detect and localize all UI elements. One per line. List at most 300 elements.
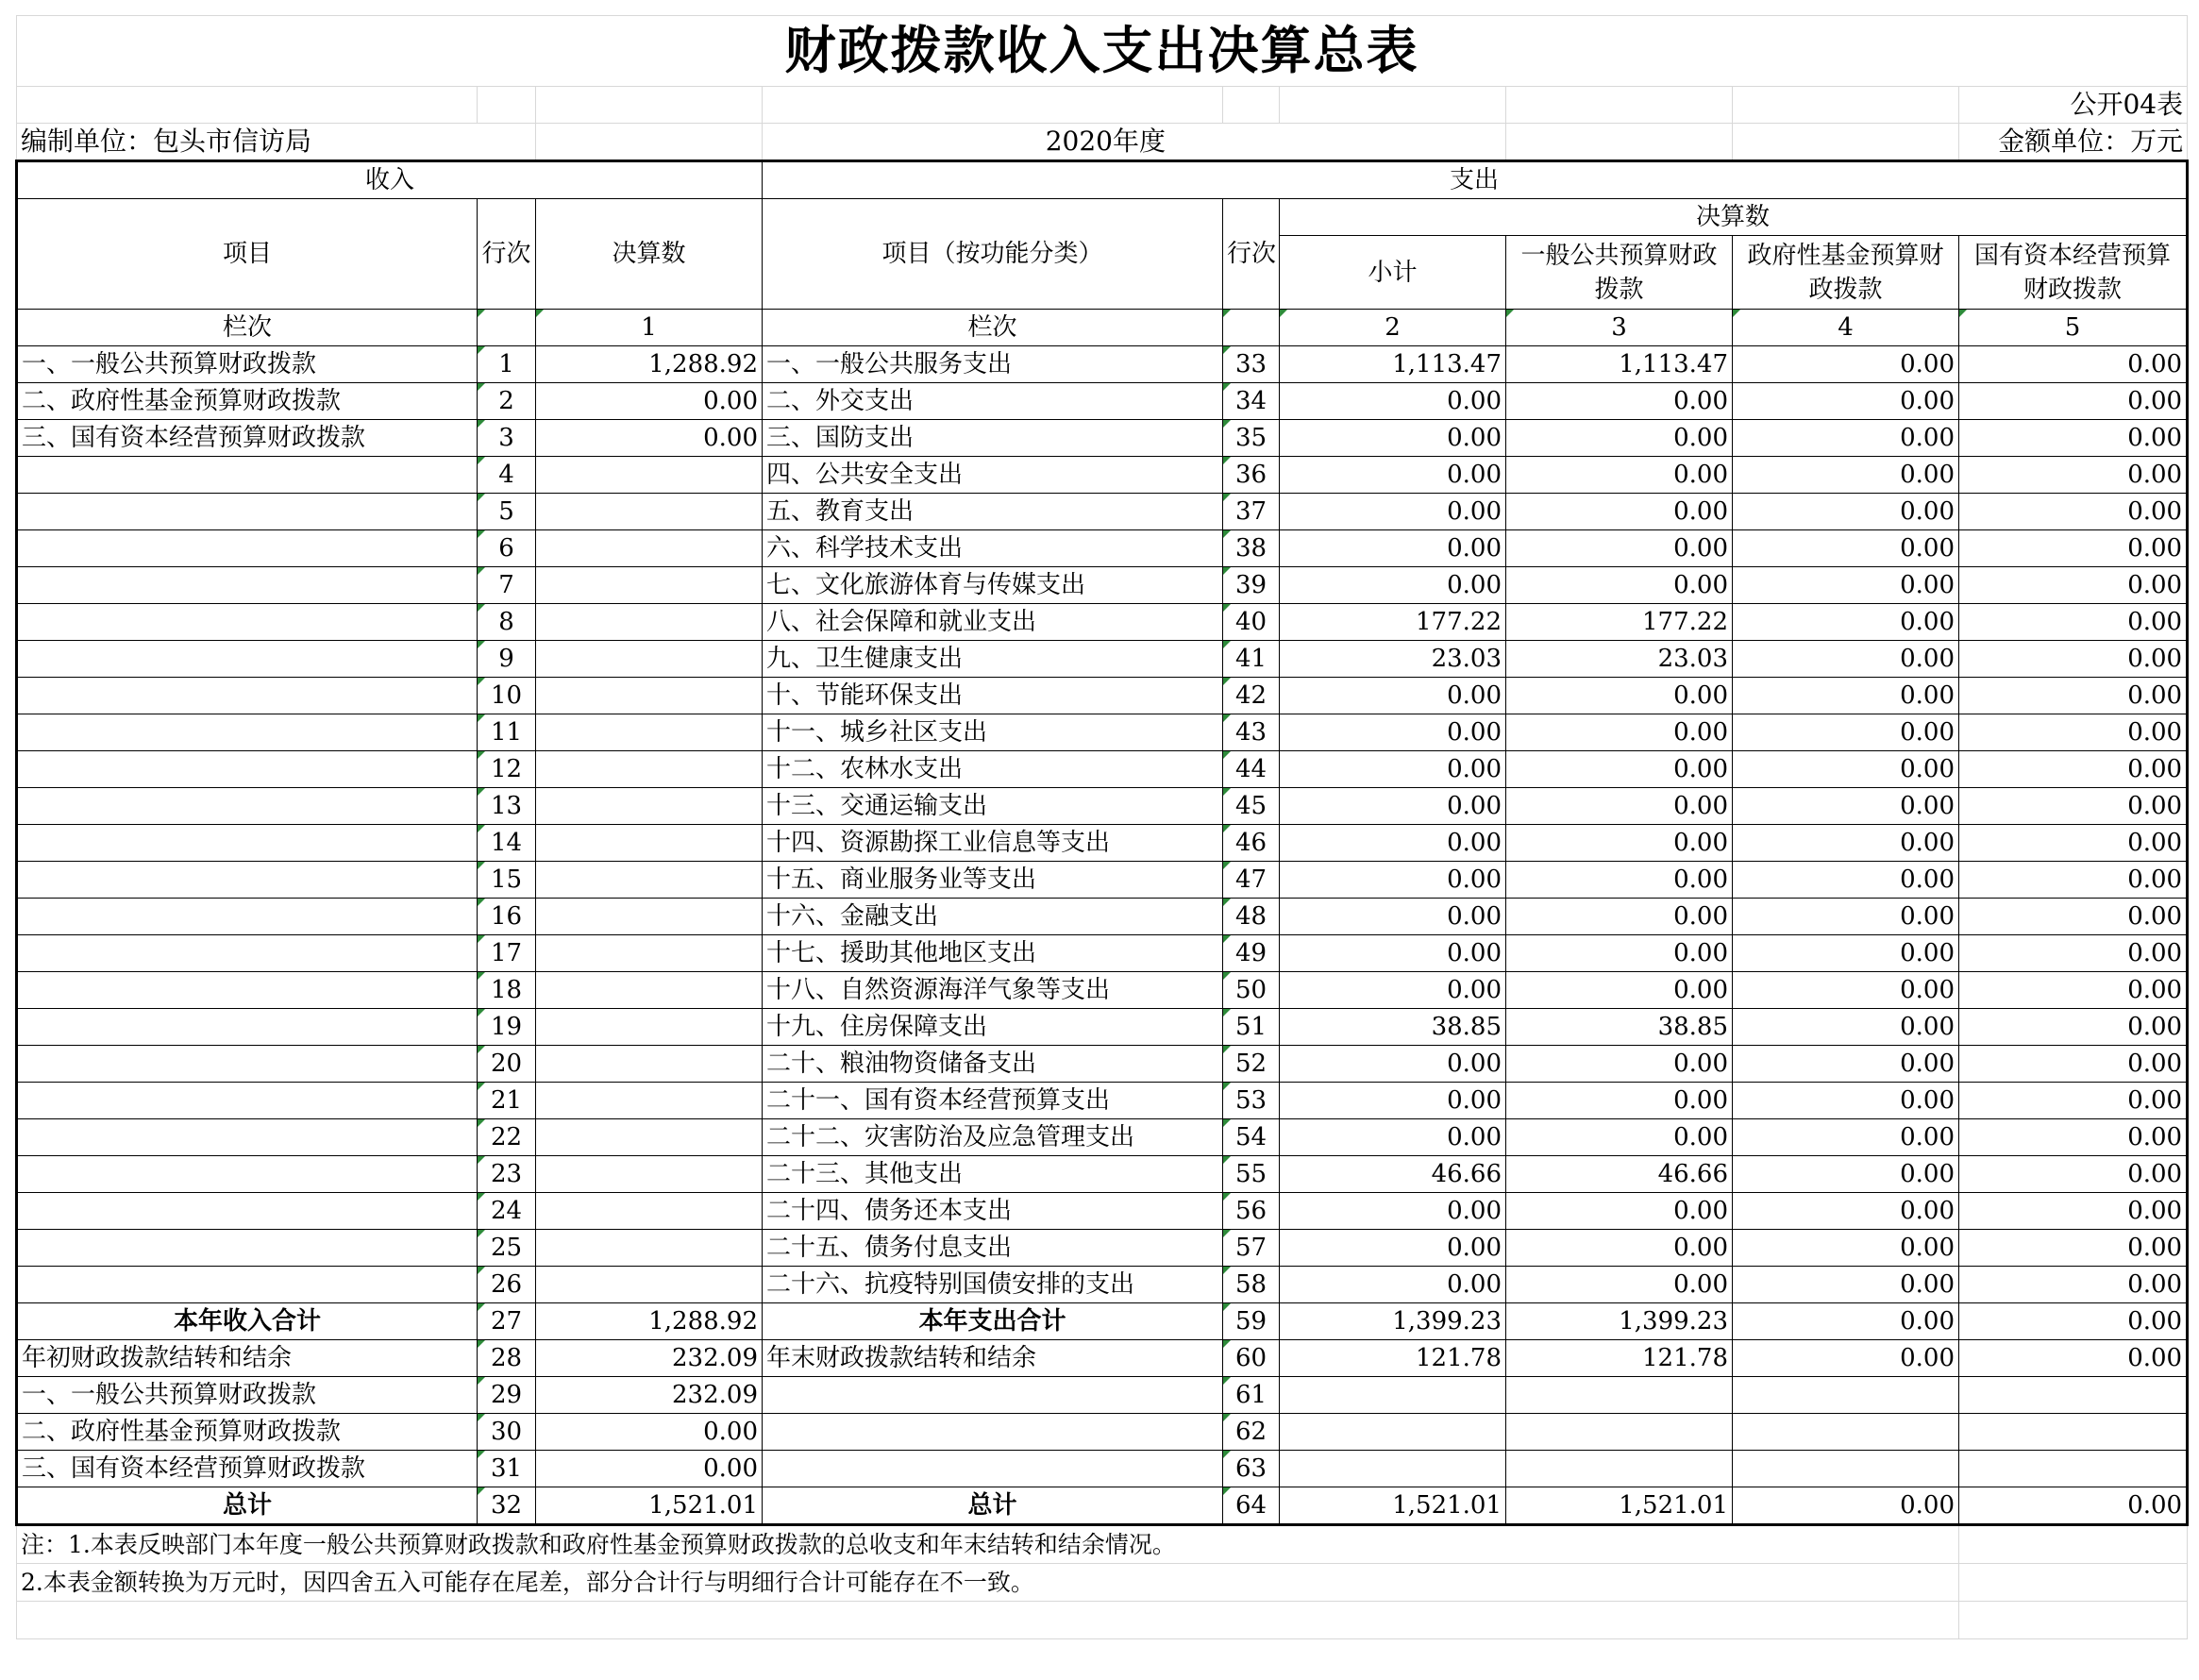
state-capital-cell: 0.00 bbox=[1959, 1046, 2188, 1083]
state-capital-cell: 0.00 bbox=[1959, 457, 2188, 494]
income-item-cell bbox=[17, 567, 478, 604]
general-budget-cell: 0.00 bbox=[1506, 567, 1733, 604]
income-item-cell bbox=[17, 714, 478, 751]
expense-row-no-cell: 63 bbox=[1223, 1451, 1280, 1487]
fund-budget-cell: 0.00 bbox=[1733, 862, 1959, 899]
table-number: 公开04表 bbox=[1959, 87, 2188, 124]
subtotal-cell: 121.78 bbox=[1280, 1340, 1506, 1377]
subtotal-cell: 0.00 bbox=[1280, 972, 1506, 1009]
general-budget-cell: 23.03 bbox=[1506, 641, 1733, 678]
sheet-cell[interactable] bbox=[1959, 1564, 2188, 1602]
sheet-cell[interactable] bbox=[1280, 87, 1506, 124]
income-amount-cell bbox=[536, 1230, 763, 1267]
general-budget-cell: 0.00 bbox=[1506, 1193, 1733, 1230]
income-amount-cell: 232.09 bbox=[536, 1340, 763, 1377]
table-row bbox=[17, 1193, 2188, 1230]
subtotal-cell: 38.85 bbox=[1280, 1009, 1506, 1046]
income-amount-cell bbox=[536, 530, 763, 567]
subtotal-cell: 1,399.23 bbox=[1280, 1303, 1506, 1340]
income-amount-cell bbox=[536, 935, 763, 972]
income-amount-cell bbox=[536, 567, 763, 604]
fund-budget-cell: 0.00 bbox=[1733, 714, 1959, 751]
income-amount-cell: 0.00 bbox=[536, 1414, 763, 1451]
income-amount-cell bbox=[536, 604, 763, 641]
income-item-cell bbox=[17, 494, 478, 530]
fund-budget-cell: 0.00 bbox=[1733, 678, 1959, 714]
income-amount-cell bbox=[536, 1156, 763, 1193]
sheet-cell[interactable] bbox=[1959, 1525, 2188, 1564]
expense-row-no-cell: 37 bbox=[1223, 494, 1280, 530]
expense-row-no-cell: 33 bbox=[1223, 346, 1280, 383]
fund-budget-cell: 0.00 bbox=[1733, 1119, 1959, 1156]
footnote: 注：1.本表反映部门本年度一般公共预算财政拨款和政府性基金预算财政拨款的总收支和年末结转和结余情况。 bbox=[17, 1525, 1959, 1564]
expense-item-cell bbox=[763, 1377, 1223, 1414]
expense-item-cell: 七、文化旅游体育与传媒支出 bbox=[763, 567, 1223, 604]
income-amount-cell bbox=[536, 1046, 763, 1083]
income-amount-cell bbox=[536, 825, 763, 862]
state-capital-cell: 0.00 bbox=[1959, 1487, 2188, 1525]
income-row-no-cell: 31 bbox=[478, 1451, 536, 1487]
fund-budget-cell: 0.00 bbox=[1733, 825, 1959, 862]
income-item-cell: 二、政府性基金预算财政拨款 bbox=[17, 383, 478, 420]
table-row bbox=[17, 1487, 2188, 1525]
income-row-no-cell: 2 bbox=[478, 383, 536, 420]
fund-budget-cell: 0.00 bbox=[1733, 1230, 1959, 1267]
sheet-cell[interactable] bbox=[536, 87, 763, 124]
expense-item-cell: 六、科学技术支出 bbox=[763, 530, 1223, 567]
expense-item-cell bbox=[763, 1451, 1223, 1487]
income-amount-cell bbox=[536, 788, 763, 825]
income-item-cell bbox=[17, 935, 478, 972]
page-title: 财政拨款收入支出决算总表 bbox=[17, 16, 2188, 87]
expense-row-no-cell: 48 bbox=[1223, 899, 1280, 935]
expense-item-cell: 九、卫生健康支出 bbox=[763, 641, 1223, 678]
state-capital-cell: 0.00 bbox=[1959, 1267, 2188, 1303]
expense-item-cell: 十、节能环保支出 bbox=[763, 678, 1223, 714]
subtotal-cell: 177.22 bbox=[1280, 604, 1506, 641]
table-row bbox=[17, 1119, 2188, 1156]
income-item-cell bbox=[17, 641, 478, 678]
expense-item-cell: 五、教育支出 bbox=[763, 494, 1223, 530]
income-row-no-cell: 27 bbox=[478, 1303, 536, 1340]
expense-row-no-cell: 42 bbox=[1223, 678, 1280, 714]
subtotal-cell bbox=[1280, 1451, 1506, 1487]
subtotal-cell: 0.00 bbox=[1280, 751, 1506, 788]
income-item-cell: 总计 bbox=[17, 1487, 478, 1525]
subtotal-cell bbox=[1280, 1377, 1506, 1414]
table-row bbox=[17, 1230, 2188, 1267]
expense-item-cell: 十八、自然资源海洋气象等支出 bbox=[763, 972, 1223, 1009]
expense-item-cell: 十一、城乡社区支出 bbox=[763, 714, 1223, 751]
fund-budget-cell: 0.00 bbox=[1733, 899, 1959, 935]
income-amount-cell bbox=[536, 494, 763, 530]
income-row-no-cell: 5 bbox=[478, 494, 536, 530]
income-row-no-cell: 3 bbox=[478, 420, 536, 457]
expense-item-cell: 二十四、债务还本支出 bbox=[763, 1193, 1223, 1230]
expense-item-cell: 本年支出合计 bbox=[763, 1303, 1223, 1340]
fund-budget-cell: 0.00 bbox=[1733, 972, 1959, 1009]
state-capital-cell bbox=[1959, 1377, 2188, 1414]
table-row bbox=[17, 346, 2188, 383]
subtotal-cell: 0.00 bbox=[1280, 935, 1506, 972]
expense-row-no-cell: 47 bbox=[1223, 862, 1280, 899]
subtotal-cell: 0.00 bbox=[1280, 457, 1506, 494]
fund-budget-cell bbox=[1733, 1377, 1959, 1414]
state-capital-cell: 0.00 bbox=[1959, 420, 2188, 457]
income-row-no-cell: 8 bbox=[478, 604, 536, 641]
general-budget-cell: 0.00 bbox=[1506, 899, 1733, 935]
expense-row-no-cell: 57 bbox=[1223, 1230, 1280, 1267]
general-budget-cell: 0.00 bbox=[1506, 972, 1733, 1009]
income-row-no-cell: 24 bbox=[478, 1193, 536, 1230]
expense-row-no-cell: 50 bbox=[1223, 972, 1280, 1009]
expense-item-cell: 十三、交通运输支出 bbox=[763, 788, 1223, 825]
state-capital-cell: 0.00 bbox=[1959, 383, 2188, 420]
subtotal-cell: 23.03 bbox=[1280, 641, 1506, 678]
subtotal-cell: 0.00 bbox=[1280, 1046, 1506, 1083]
expense-row-no-cell: 60 bbox=[1223, 1340, 1280, 1377]
general-budget-cell: 0.00 bbox=[1506, 1046, 1733, 1083]
general-budget-cell: 0.00 bbox=[1506, 420, 1733, 457]
income-item-cell bbox=[17, 1009, 478, 1046]
fund-budget-header: 政府性基金预算财政拨款 bbox=[1733, 236, 1959, 310]
sheet-cell[interactable] bbox=[1959, 1602, 2188, 1639]
fund-budget-cell: 0.00 bbox=[1733, 1267, 1959, 1303]
income-amount-cell: 0.00 bbox=[536, 1451, 763, 1487]
state-capital-cell: 0.00 bbox=[1959, 678, 2188, 714]
subtotal-cell: 0.00 bbox=[1280, 1267, 1506, 1303]
income-amount-cell bbox=[536, 457, 763, 494]
general-budget-cell: 0.00 bbox=[1506, 935, 1733, 972]
general-budget-cell: 0.00 bbox=[1506, 383, 1733, 420]
income-item-cell bbox=[17, 1193, 478, 1230]
reporting-unit: 编制单位：包头市信访局 bbox=[17, 124, 536, 161]
general-budget-cell: 0.00 bbox=[1506, 751, 1733, 788]
subtotal-cell: 0.00 bbox=[1280, 1230, 1506, 1267]
income-item-cell: 一、一般公共预算财政拨款 bbox=[17, 1377, 478, 1414]
income-row-no-cell: 26 bbox=[478, 1267, 536, 1303]
column-number-3: 3 bbox=[1506, 310, 1733, 346]
expense-item-cell: 二十、粮油物资储备支出 bbox=[763, 1046, 1223, 1083]
general-budget-cell: 0.00 bbox=[1506, 457, 1733, 494]
table-row bbox=[17, 862, 2188, 899]
income-amount-cell: 232.09 bbox=[536, 1377, 763, 1414]
fund-budget-cell: 0.00 bbox=[1733, 420, 1959, 457]
fund-budget-cell: 0.00 bbox=[1733, 530, 1959, 567]
state-capital-cell: 0.00 bbox=[1959, 714, 2188, 751]
income-row-no-cell: 20 bbox=[478, 1046, 536, 1083]
expense-item-cell: 三、国防支出 bbox=[763, 420, 1223, 457]
sheet-cell[interactable] bbox=[763, 87, 1223, 124]
income-amount-cell: 0.00 bbox=[536, 383, 763, 420]
state-capital-cell: 0.00 bbox=[1959, 641, 2188, 678]
column-label: 栏次 bbox=[763, 310, 1223, 346]
fund-budget-cell: 0.00 bbox=[1733, 1303, 1959, 1340]
income-item-cell bbox=[17, 1046, 478, 1083]
expense-row-no-cell: 45 bbox=[1223, 788, 1280, 825]
income-row-no-cell: 10 bbox=[478, 678, 536, 714]
fund-budget-cell: 0.00 bbox=[1733, 457, 1959, 494]
expense-item-cell: 总计 bbox=[763, 1487, 1223, 1525]
expense-item-cell: 十九、住房保障支出 bbox=[763, 1009, 1223, 1046]
state-capital-cell: 0.00 bbox=[1959, 1009, 2188, 1046]
state-capital-cell: 0.00 bbox=[1959, 1230, 2188, 1267]
expense-row-no-cell: 43 bbox=[1223, 714, 1280, 751]
expense-row-no-cell: 35 bbox=[1223, 420, 1280, 457]
state-capital-cell: 0.00 bbox=[1959, 1156, 2188, 1193]
general-budget-cell: 1,113.47 bbox=[1506, 346, 1733, 383]
table-row bbox=[17, 1009, 2188, 1046]
income-amount-cell bbox=[536, 1193, 763, 1230]
expense-item-cell: 二十五、债务付息支出 bbox=[763, 1230, 1223, 1267]
table-row bbox=[17, 530, 2188, 567]
expense-amount-header: 决算数 bbox=[1280, 199, 2188, 236]
sheet-cell[interactable] bbox=[1733, 87, 1959, 124]
state-capital-cell bbox=[1959, 1451, 2188, 1487]
fund-budget-cell: 0.00 bbox=[1733, 346, 1959, 383]
expense-row-no-cell: 46 bbox=[1223, 825, 1280, 862]
income-row-no-cell: 4 bbox=[478, 457, 536, 494]
expense-item-cell: 十二、农林水支出 bbox=[763, 751, 1223, 788]
income-row-no-cell: 29 bbox=[478, 1377, 536, 1414]
table-row bbox=[17, 972, 2188, 1009]
expense-item-cell: 十六、金融支出 bbox=[763, 899, 1223, 935]
income-row-no-cell: 23 bbox=[478, 1156, 536, 1193]
general-budget-cell: 0.00 bbox=[1506, 862, 1733, 899]
fund-budget-cell: 0.00 bbox=[1733, 1046, 1959, 1083]
subtotal-cell: 0.00 bbox=[1280, 1119, 1506, 1156]
column-number-1: 1 bbox=[536, 310, 763, 346]
expense-row-no-cell: 36 bbox=[1223, 457, 1280, 494]
income-amount-cell bbox=[536, 899, 763, 935]
fund-budget-cell: 0.00 bbox=[1733, 1193, 1959, 1230]
expense-item-cell: 十五、商业服务业等支出 bbox=[763, 862, 1223, 899]
income-row-no-cell: 14 bbox=[478, 825, 536, 862]
income-amount-cell bbox=[536, 641, 763, 678]
income-amount-cell: 0.00 bbox=[536, 420, 763, 457]
sheet-cell[interactable] bbox=[478, 87, 536, 124]
amount-unit: 金额单位：万元 bbox=[1959, 124, 2188, 161]
sheet-cell[interactable] bbox=[17, 87, 478, 124]
general-budget-cell: 0.00 bbox=[1506, 530, 1733, 567]
table-row bbox=[17, 1083, 2188, 1119]
expense-item-cell: 四、公共安全支出 bbox=[763, 457, 1223, 494]
expense-row-no-cell: 64 bbox=[1223, 1487, 1280, 1525]
sheet-cell[interactable] bbox=[1506, 87, 1733, 124]
income-row-no-cell: 25 bbox=[478, 1230, 536, 1267]
column-number-2: 2 bbox=[1280, 310, 1506, 346]
general-budget-cell: 0.00 bbox=[1506, 494, 1733, 530]
table-row bbox=[17, 1267, 2188, 1303]
state-capital-cell: 0.00 bbox=[1959, 1083, 2188, 1119]
income-item-cell bbox=[17, 530, 478, 567]
subtotal-cell: 0.00 bbox=[1280, 420, 1506, 457]
subtotal-cell: 0.00 bbox=[1280, 899, 1506, 935]
income-amount-cell bbox=[536, 1009, 763, 1046]
table-row bbox=[17, 383, 2188, 420]
expense-row-no-cell: 52 bbox=[1223, 1046, 1280, 1083]
income-row-no-cell: 12 bbox=[478, 751, 536, 788]
income-row-no-cell: 32 bbox=[478, 1487, 536, 1525]
general-budget-cell: 0.00 bbox=[1506, 1083, 1733, 1119]
sheet-cell[interactable] bbox=[536, 124, 763, 161]
fund-budget-cell: 0.00 bbox=[1733, 494, 1959, 530]
expense-row-no-cell: 62 bbox=[1223, 1414, 1280, 1451]
sheet-cell[interactable] bbox=[1223, 87, 1280, 124]
income-amount-cell bbox=[536, 751, 763, 788]
income-item-cell: 本年收入合计 bbox=[17, 1303, 478, 1340]
expense-row-no-cell: 55 bbox=[1223, 1156, 1280, 1193]
subtotal-cell: 0.00 bbox=[1280, 714, 1506, 751]
income-item-cell bbox=[17, 1267, 478, 1303]
table-row bbox=[17, 1340, 2188, 1377]
state-capital-cell: 0.00 bbox=[1959, 862, 2188, 899]
general-budget-cell: 0.00 bbox=[1506, 678, 1733, 714]
fund-budget-cell: 0.00 bbox=[1733, 1340, 1959, 1377]
income-amount-cell bbox=[536, 678, 763, 714]
income-row-no-cell: 28 bbox=[478, 1340, 536, 1377]
income-header: 收入 bbox=[17, 161, 763, 199]
subtotal-cell: 0.00 bbox=[1280, 567, 1506, 604]
state-capital-cell bbox=[1959, 1414, 2188, 1451]
income-row-no-cell: 11 bbox=[478, 714, 536, 751]
income-amount-cell bbox=[536, 862, 763, 899]
income-row-no-cell: 21 bbox=[478, 1083, 536, 1119]
table-row bbox=[17, 1046, 2188, 1083]
general-budget-cell: 46.66 bbox=[1506, 1156, 1733, 1193]
subtotal-header: 小计 bbox=[1280, 236, 1506, 310]
subtotal-cell: 0.00 bbox=[1280, 530, 1506, 567]
spreadsheet bbox=[15, 15, 2186, 1639]
expense-row-no-cell: 38 bbox=[1223, 530, 1280, 567]
sheet-cell[interactable] bbox=[1733, 124, 1959, 161]
subtotal-cell: 0.00 bbox=[1280, 494, 1506, 530]
income-item-cell: 二、政府性基金预算财政拨款 bbox=[17, 1414, 478, 1451]
income-row-no-cell: 15 bbox=[478, 862, 536, 899]
state-capital-cell: 0.00 bbox=[1959, 899, 2188, 935]
fund-budget-cell: 0.00 bbox=[1733, 641, 1959, 678]
income-item-cell bbox=[17, 751, 478, 788]
expense-row-no-cell: 54 bbox=[1223, 1119, 1280, 1156]
expense-row-no-cell: 61 bbox=[1223, 1377, 1280, 1414]
state-capital-cell: 0.00 bbox=[1959, 788, 2188, 825]
income-row-no-cell: 30 bbox=[478, 1414, 536, 1451]
expense-row-no-cell: 34 bbox=[1223, 383, 1280, 420]
income-amount-header: 决算数 bbox=[536, 199, 763, 310]
fund-budget-cell bbox=[1733, 1414, 1959, 1451]
income-row-no-header: 行次 bbox=[478, 199, 536, 310]
fund-budget-cell: 0.00 bbox=[1733, 567, 1959, 604]
table-row bbox=[17, 567, 2188, 604]
state-capital-cell: 0.00 bbox=[1959, 825, 2188, 862]
fiscal-year: 2020年度 bbox=[763, 124, 1506, 161]
income-amount-cell: 1,521.01 bbox=[536, 1487, 763, 1525]
fund-budget-cell: 0.00 bbox=[1733, 604, 1959, 641]
income-amount-cell: 1,288.92 bbox=[536, 346, 763, 383]
table-row bbox=[17, 899, 2188, 935]
general-budget-cell bbox=[1506, 1377, 1733, 1414]
subtotal-cell: 1,521.01 bbox=[1280, 1487, 1506, 1525]
income-item-cell bbox=[17, 678, 478, 714]
income-amount-cell bbox=[536, 1267, 763, 1303]
state-capital-cell: 0.00 bbox=[1959, 1193, 2188, 1230]
sheet-cell[interactable] bbox=[1506, 124, 1733, 161]
state-capital-cell: 0.00 bbox=[1959, 346, 2188, 383]
state-capital-cell: 0.00 bbox=[1959, 1303, 2188, 1340]
expense-item-cell bbox=[763, 1414, 1223, 1451]
table-row bbox=[17, 1451, 2188, 1487]
general-budget-cell: 121.78 bbox=[1506, 1340, 1733, 1377]
table-row bbox=[17, 714, 2188, 751]
general-budget-cell: 0.00 bbox=[1506, 825, 1733, 862]
fund-budget-cell: 0.00 bbox=[1733, 1487, 1959, 1525]
income-row-no-cell: 22 bbox=[478, 1119, 536, 1156]
income-row-no-cell: 17 bbox=[478, 935, 536, 972]
general-budget-cell bbox=[1506, 1414, 1733, 1451]
state-capital-cell: 0.00 bbox=[1959, 567, 2188, 604]
budget-table bbox=[15, 15, 2189, 1639]
income-row-no-cell: 13 bbox=[478, 788, 536, 825]
general-budget-cell: 0.00 bbox=[1506, 788, 1733, 825]
income-row-no-cell: 7 bbox=[478, 567, 536, 604]
fund-budget-cell bbox=[1733, 1451, 1959, 1487]
table-row bbox=[17, 678, 2188, 714]
table-row bbox=[17, 457, 2188, 494]
income-amount-cell bbox=[536, 714, 763, 751]
income-item-cell bbox=[17, 788, 478, 825]
income-item-cell bbox=[17, 457, 478, 494]
income-item-cell bbox=[17, 899, 478, 935]
income-amount-cell: 1,288.92 bbox=[536, 1303, 763, 1340]
expense-item-cell: 一、一般公共服务支出 bbox=[763, 346, 1223, 383]
income-item-cell: 年初财政拨款结转和结余 bbox=[17, 1340, 478, 1377]
state-capital-cell: 0.00 bbox=[1959, 604, 2188, 641]
table-row bbox=[17, 1414, 2188, 1451]
state-capital-cell: 0.00 bbox=[1959, 751, 2188, 788]
expense-item-cell: 年末财政拨款结转和结余 bbox=[763, 1340, 1223, 1377]
column-number-5: 5 bbox=[1959, 310, 2188, 346]
income-amount-cell bbox=[536, 1083, 763, 1119]
table-row bbox=[17, 1303, 2188, 1340]
general-budget-cell: 0.00 bbox=[1506, 1267, 1733, 1303]
income-item-cell bbox=[17, 1083, 478, 1119]
expense-row-no-cell: 59 bbox=[1223, 1303, 1280, 1340]
income-row-no-cell: 9 bbox=[478, 641, 536, 678]
expense-row-no-cell: 58 bbox=[1223, 1267, 1280, 1303]
income-row-no-cell: 6 bbox=[478, 530, 536, 567]
fund-budget-cell: 0.00 bbox=[1733, 1009, 1959, 1046]
expense-row-no-cell: 40 bbox=[1223, 604, 1280, 641]
expense-item-cell: 二十一、国有资本经营预算支出 bbox=[763, 1083, 1223, 1119]
fund-budget-cell: 0.00 bbox=[1733, 751, 1959, 788]
state-capital-cell: 0.00 bbox=[1959, 1119, 2188, 1156]
expense-header: 支出 bbox=[763, 161, 2188, 199]
expense-row-no-cell: 44 bbox=[1223, 751, 1280, 788]
income-item-cell bbox=[17, 1156, 478, 1193]
table-row bbox=[17, 420, 2188, 457]
general-budget-cell: 0.00 bbox=[1506, 1119, 1733, 1156]
state-capital-cell: 0.00 bbox=[1959, 494, 2188, 530]
general-budget-cell: 177.22 bbox=[1506, 604, 1733, 641]
general-budget-cell: 38.85 bbox=[1506, 1009, 1733, 1046]
table-row bbox=[17, 935, 2188, 972]
expense-row-no-cell: 56 bbox=[1223, 1193, 1280, 1230]
sheet-cell[interactable] bbox=[17, 1602, 1959, 1639]
table-row bbox=[17, 751, 2188, 788]
subtotal-cell: 0.00 bbox=[1280, 825, 1506, 862]
column-number-4: 4 bbox=[1733, 310, 1959, 346]
income-item-cell: 三、国有资本经营预算财政拨款 bbox=[17, 1451, 478, 1487]
